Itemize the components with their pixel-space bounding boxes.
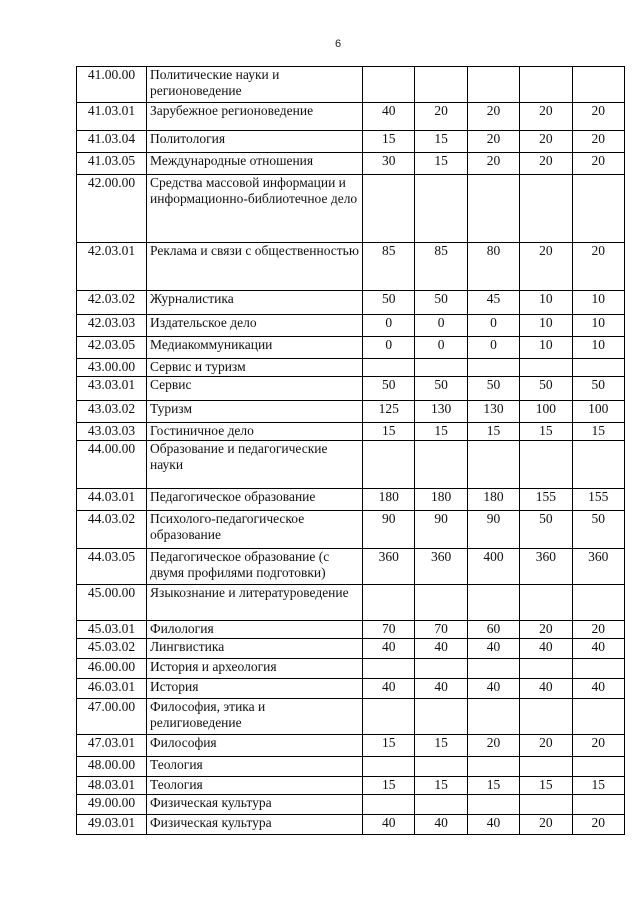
value-cell: 20 <box>467 153 519 175</box>
value-cell <box>572 175 624 243</box>
table-row <box>77 699 625 735</box>
direction-name: Психолого-педагогическое образование <box>147 511 363 549</box>
direction-name: Средства массовой информации и информационно-библиотечное дело <box>147 175 363 243</box>
table-row <box>77 377 625 401</box>
direction-name: Философия <box>147 735 363 757</box>
direction-code: 49.00.00 <box>77 795 147 815</box>
value-cell: 20 <box>520 103 572 131</box>
table-row <box>77 315 625 337</box>
value-cell: 20 <box>467 103 519 131</box>
direction-code: 42.03.01 <box>77 243 147 291</box>
value-cell: 40 <box>415 679 467 699</box>
value-cell <box>415 67 467 103</box>
direction-name: Теология <box>147 777 363 795</box>
value-cell: 20 <box>520 243 572 291</box>
table-row <box>77 153 625 175</box>
direction-code: 42.03.02 <box>77 291 147 315</box>
table-row <box>77 757 625 777</box>
direction-code: 42.00.00 <box>77 175 147 243</box>
value-cell <box>520 67 572 103</box>
value-cell: 10 <box>572 291 624 315</box>
direction-name: Философия, этика и религиоведение <box>147 699 363 735</box>
value-cell: 0 <box>363 315 415 337</box>
value-cell: 0 <box>415 315 467 337</box>
value-cell: 50 <box>572 377 624 401</box>
value-cell: 60 <box>467 621 519 639</box>
value-cell: 10 <box>572 315 624 337</box>
direction-name: Педагогическое образование (с двумя профилями подготовки) <box>147 549 363 585</box>
value-cell: 20 <box>572 735 624 757</box>
quota-table <box>76 66 625 835</box>
direction-name: Политология <box>147 131 363 153</box>
table-row <box>77 777 625 795</box>
value-cell: 40 <box>572 639 624 659</box>
value-cell: 0 <box>415 337 467 359</box>
value-cell: 15 <box>415 423 467 441</box>
direction-code: 42.03.03 <box>77 315 147 337</box>
table-row <box>77 815 625 835</box>
value-cell <box>415 699 467 735</box>
table-row <box>77 489 625 511</box>
direction-code: 48.00.00 <box>77 757 147 777</box>
direction-name: Педагогическое образование <box>147 489 363 511</box>
value-cell <box>467 585 519 621</box>
value-cell: 10 <box>520 337 572 359</box>
value-cell: 50 <box>520 511 572 549</box>
direction-name: Теология <box>147 757 363 777</box>
value-cell: 50 <box>363 291 415 315</box>
table-row <box>77 795 625 815</box>
value-cell: 50 <box>520 377 572 401</box>
value-cell: 20 <box>572 621 624 639</box>
table-row <box>77 423 625 441</box>
value-cell <box>467 359 519 377</box>
direction-name: Языкознание и литературоведение <box>147 585 363 621</box>
value-cell: 40 <box>467 679 519 699</box>
value-cell: 80 <box>467 243 519 291</box>
value-cell <box>363 699 415 735</box>
value-cell <box>415 585 467 621</box>
value-cell: 180 <box>363 489 415 511</box>
value-cell <box>467 441 519 489</box>
direction-name: Сервис и туризм <box>147 359 363 377</box>
value-cell <box>520 585 572 621</box>
value-cell: 15 <box>467 423 519 441</box>
value-cell: 15 <box>363 131 415 153</box>
direction-code: 41.00.00 <box>77 67 147 103</box>
value-cell: 50 <box>415 377 467 401</box>
value-cell <box>572 659 624 679</box>
direction-code: 44.03.01 <box>77 489 147 511</box>
value-cell: 400 <box>467 549 519 585</box>
value-cell: 15 <box>572 423 624 441</box>
table-row <box>77 337 625 359</box>
direction-code: 43.03.02 <box>77 401 147 423</box>
direction-code: 43.03.03 <box>77 423 147 441</box>
value-cell <box>467 795 519 815</box>
value-cell: 50 <box>363 377 415 401</box>
direction-name: Сервис <box>147 377 363 401</box>
table-row <box>77 679 625 699</box>
direction-code: 41.03.05 <box>77 153 147 175</box>
value-cell: 15 <box>415 777 467 795</box>
value-cell: 85 <box>363 243 415 291</box>
direction-name: Издательское дело <box>147 315 363 337</box>
table-row <box>77 131 625 153</box>
direction-name: Образование и педагогические науки <box>147 441 363 489</box>
direction-code: 45.03.02 <box>77 639 147 659</box>
table-row <box>77 243 625 291</box>
direction-name: Физическая культура <box>147 795 363 815</box>
value-cell <box>363 795 415 815</box>
direction-name: Журналистика <box>147 291 363 315</box>
value-cell: 20 <box>572 131 624 153</box>
table-row <box>77 659 625 679</box>
value-cell <box>467 699 519 735</box>
value-cell: 100 <box>572 401 624 423</box>
table-row <box>77 585 625 621</box>
direction-name: Филология <box>147 621 363 639</box>
table-row <box>77 291 625 315</box>
direction-code: 47.00.00 <box>77 699 147 735</box>
direction-code: 43.03.01 <box>77 377 147 401</box>
value-cell: 10 <box>520 315 572 337</box>
value-cell: 180 <box>467 489 519 511</box>
value-cell <box>415 659 467 679</box>
value-cell <box>415 175 467 243</box>
direction-code: 48.03.01 <box>77 777 147 795</box>
value-cell: 20 <box>572 815 624 835</box>
value-cell: 20 <box>520 153 572 175</box>
value-cell <box>520 699 572 735</box>
value-cell: 15 <box>520 423 572 441</box>
direction-code: 44.03.05 <box>77 549 147 585</box>
value-cell: 15 <box>520 777 572 795</box>
value-cell <box>572 585 624 621</box>
value-cell: 70 <box>363 621 415 639</box>
table-row <box>77 621 625 639</box>
value-cell <box>363 441 415 489</box>
page-number: 6 <box>334 38 342 50</box>
direction-name: Реклама и связи с общественностью <box>147 243 363 291</box>
direction-code: 45.00.00 <box>77 585 147 621</box>
value-cell <box>363 67 415 103</box>
value-cell: 15 <box>467 777 519 795</box>
value-cell <box>363 659 415 679</box>
value-cell: 100 <box>520 401 572 423</box>
value-cell: 155 <box>520 489 572 511</box>
value-cell: 15 <box>363 423 415 441</box>
value-cell: 40 <box>363 679 415 699</box>
value-cell: 40 <box>415 639 467 659</box>
value-cell: 15 <box>363 735 415 757</box>
value-cell: 40 <box>572 679 624 699</box>
table-row <box>77 639 625 659</box>
direction-code: 41.03.01 <box>77 103 147 131</box>
value-cell: 30 <box>363 153 415 175</box>
value-cell: 90 <box>363 511 415 549</box>
direction-code: 49.03.01 <box>77 815 147 835</box>
value-cell: 360 <box>520 549 572 585</box>
direction-name: Туризм <box>147 401 363 423</box>
value-cell: 0 <box>467 315 519 337</box>
direction-code: 46.00.00 <box>77 659 147 679</box>
direction-code: 44.03.02 <box>77 511 147 549</box>
table-row <box>77 103 625 131</box>
table-body <box>77 67 625 835</box>
value-cell <box>572 795 624 815</box>
value-cell: 40 <box>415 815 467 835</box>
value-cell: 15 <box>572 777 624 795</box>
value-cell: 20 <box>572 153 624 175</box>
value-cell <box>363 359 415 377</box>
value-cell <box>363 757 415 777</box>
value-cell <box>520 175 572 243</box>
value-cell <box>415 795 467 815</box>
table-row <box>77 67 625 103</box>
value-cell <box>572 699 624 735</box>
direction-code: 47.03.01 <box>77 735 147 757</box>
table-row <box>77 175 625 243</box>
value-cell: 90 <box>467 511 519 549</box>
value-cell: 15 <box>363 777 415 795</box>
value-cell: 155 <box>572 489 624 511</box>
value-cell <box>572 359 624 377</box>
table-row <box>77 401 625 423</box>
table-row <box>77 441 625 489</box>
table-row <box>77 549 625 585</box>
direction-name: Медиакоммуникации <box>147 337 363 359</box>
value-cell: 20 <box>415 103 467 131</box>
value-cell: 20 <box>520 735 572 757</box>
value-cell: 15 <box>415 153 467 175</box>
value-cell <box>520 441 572 489</box>
value-cell: 85 <box>415 243 467 291</box>
value-cell <box>520 659 572 679</box>
direction-code: 42.03.05 <box>77 337 147 359</box>
value-cell: 20 <box>520 815 572 835</box>
value-cell: 40 <box>520 679 572 699</box>
value-cell: 40 <box>520 639 572 659</box>
direction-name: Физическая культура <box>147 815 363 835</box>
value-cell: 40 <box>363 815 415 835</box>
value-cell: 10 <box>572 337 624 359</box>
value-cell <box>467 757 519 777</box>
value-cell <box>415 441 467 489</box>
table-row <box>77 359 625 377</box>
value-cell <box>572 757 624 777</box>
value-cell <box>467 175 519 243</box>
value-cell <box>363 585 415 621</box>
value-cell: 50 <box>572 511 624 549</box>
value-cell <box>520 757 572 777</box>
value-cell <box>415 757 467 777</box>
value-cell: 20 <box>520 131 572 153</box>
value-cell: 125 <box>363 401 415 423</box>
value-cell <box>467 659 519 679</box>
value-cell <box>467 67 519 103</box>
value-cell <box>520 795 572 815</box>
value-cell <box>520 359 572 377</box>
value-cell: 20 <box>520 621 572 639</box>
direction-name: Зарубежное регионоведение <box>147 103 363 131</box>
value-cell: 360 <box>363 549 415 585</box>
direction-code: 43.00.00 <box>77 359 147 377</box>
direction-code: 46.03.01 <box>77 679 147 699</box>
value-cell: 20 <box>467 735 519 757</box>
value-cell: 0 <box>363 337 415 359</box>
direction-code: 41.03.04 <box>77 131 147 153</box>
value-cell: 20 <box>467 131 519 153</box>
value-cell: 15 <box>415 735 467 757</box>
direction-code: 45.03.01 <box>77 621 147 639</box>
value-cell <box>572 67 624 103</box>
value-cell: 40 <box>363 639 415 659</box>
value-cell: 70 <box>415 621 467 639</box>
value-cell: 40 <box>467 639 519 659</box>
value-cell <box>415 359 467 377</box>
table-row <box>77 735 625 757</box>
direction-name: История и археология <box>147 659 363 679</box>
value-cell: 20 <box>572 243 624 291</box>
value-cell: 130 <box>467 401 519 423</box>
value-cell: 180 <box>415 489 467 511</box>
value-cell: 40 <box>467 815 519 835</box>
direction-name: Лингвистика <box>147 639 363 659</box>
value-cell: 20 <box>572 103 624 131</box>
table-row <box>77 511 625 549</box>
direction-code: 44.00.00 <box>77 441 147 489</box>
value-cell: 50 <box>467 377 519 401</box>
value-cell: 360 <box>572 549 624 585</box>
value-cell: 10 <box>520 291 572 315</box>
value-cell: 360 <box>415 549 467 585</box>
direction-name: Политические науки и регионоведение <box>147 67 363 103</box>
value-cell <box>572 441 624 489</box>
value-cell: 90 <box>415 511 467 549</box>
value-cell: 130 <box>415 401 467 423</box>
value-cell: 45 <box>467 291 519 315</box>
value-cell: 15 <box>415 131 467 153</box>
direction-name: История <box>147 679 363 699</box>
value-cell: 50 <box>415 291 467 315</box>
direction-name: Гостиничное дело <box>147 423 363 441</box>
direction-name: Международные отношения <box>147 153 363 175</box>
value-cell <box>363 175 415 243</box>
value-cell: 40 <box>363 103 415 131</box>
value-cell: 0 <box>467 337 519 359</box>
